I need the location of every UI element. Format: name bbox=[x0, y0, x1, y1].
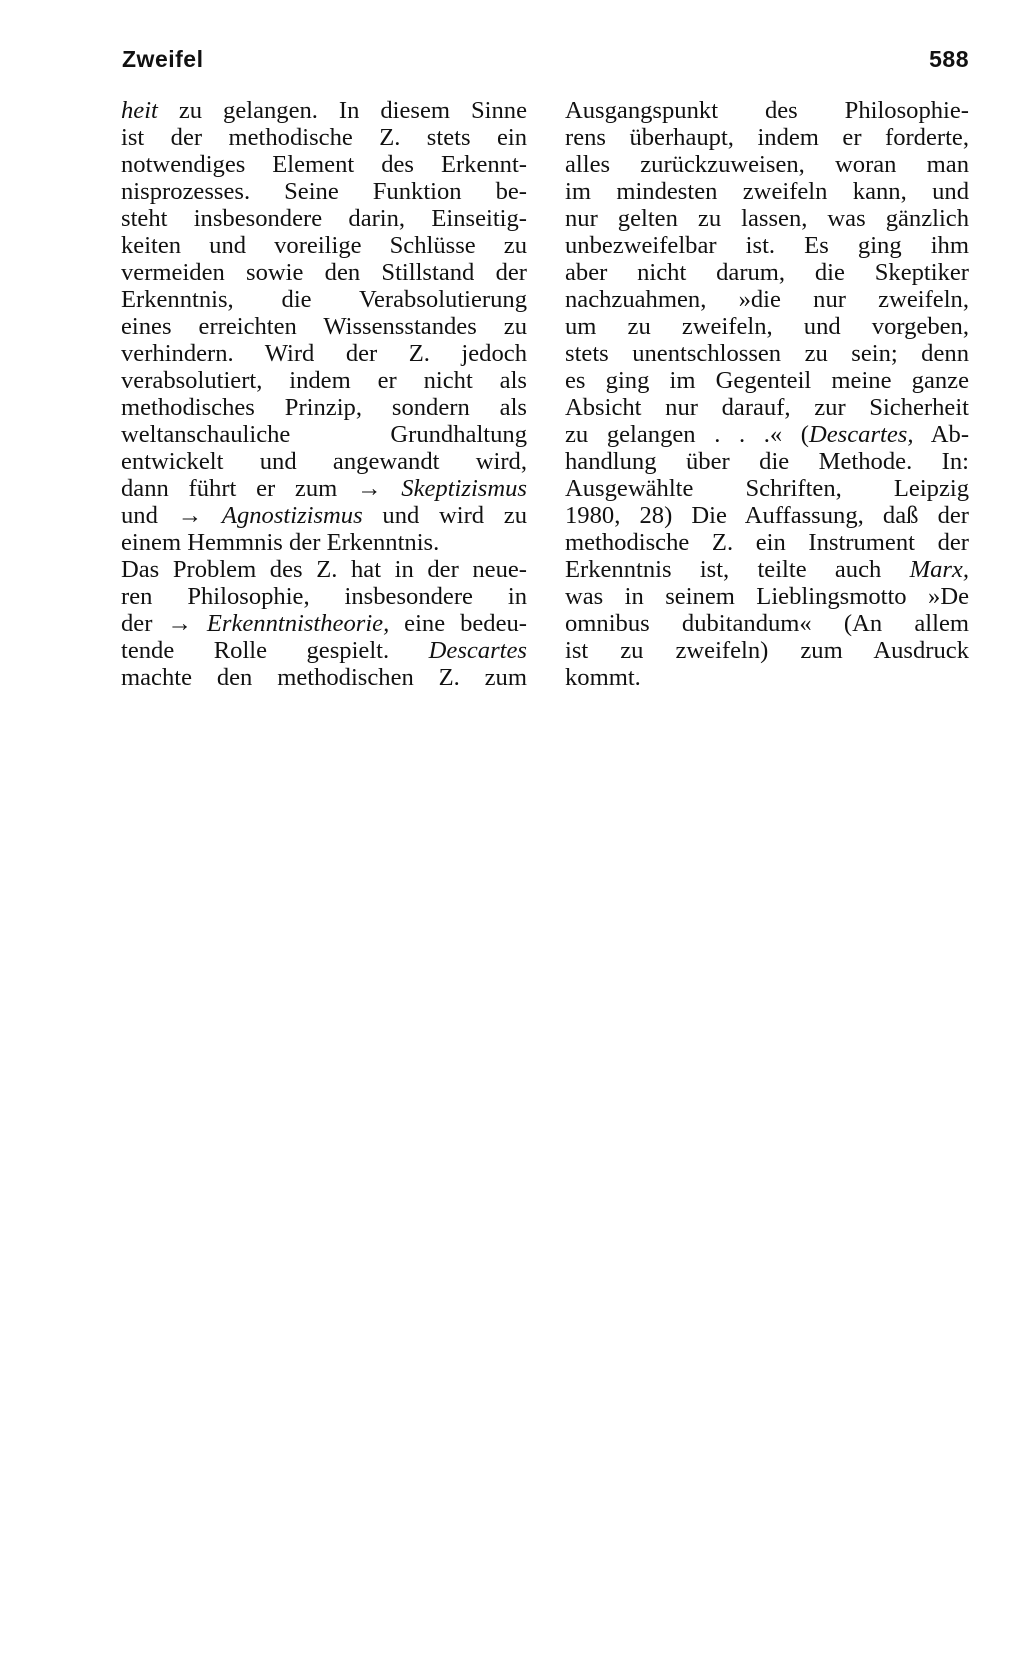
left-column bbox=[121, 97, 527, 691]
text-line: handlung über die Methode. In: bbox=[565, 448, 969, 475]
cross-reference-agnostizismus[interactable]: Agnostizismus bbox=[221, 502, 363, 529]
cross-reference-arrow-icon: → bbox=[167, 610, 192, 637]
italic-name: Marx, bbox=[909, 556, 969, 583]
text-line: vermeiden sowie den Stillstand der bbox=[121, 259, 527, 286]
text-line: omnibus dubitandum« (An allem bbox=[565, 610, 969, 637]
text-line: nachzuahmen, »die nur zweifeln, bbox=[565, 286, 969, 313]
cross-reference-skeptizismus[interactable]: Skeptizismus bbox=[401, 475, 527, 502]
text-line: rens überhaupt, indem er forderte, bbox=[565, 124, 969, 151]
text-line: der → Erkenntnistheorie, eine bedeu- bbox=[121, 610, 527, 637]
text-line: nisprozesses. Seine Funktion be- bbox=[121, 178, 527, 205]
text-line: um zu zweifeln, und vorgeben, bbox=[565, 313, 969, 340]
text-line: zu gelangen . . .« (Descartes, Ab- bbox=[565, 421, 970, 448]
page-header bbox=[122, 46, 969, 80]
text-line: Ausgewählte Schriften, Leipzig bbox=[565, 475, 969, 502]
italic-name: Descartes, bbox=[809, 421, 914, 448]
text-line: und → Agnostizismus und wird zu bbox=[121, 502, 527, 529]
text-line: steht insbesondere darin, Einseitig- bbox=[121, 205, 527, 232]
text-line: Erkenntnis ist, teilte auch Marx, bbox=[565, 556, 969, 583]
text-line: 1980, 28) Die Auffassung, daß der bbox=[565, 502, 969, 529]
text-line: ist der methodische Z. stets ein bbox=[121, 124, 527, 151]
text-line: weltanschauliche Grundhaltung bbox=[121, 421, 527, 448]
text-line: alles zurückzuweisen, woran man bbox=[565, 151, 969, 178]
text-line: im mindesten zweifeln kann, und bbox=[565, 178, 969, 205]
cross-reference-erkenntnistheorie[interactable]: Erkenntnistheorie, bbox=[206, 610, 390, 637]
text-line: es ging im Gegenteil meine ganze bbox=[565, 367, 969, 394]
text-line: eines erreichten Wissensstandes zu bbox=[121, 313, 527, 340]
text-line: ist zu zweifeln) zum Ausdruck bbox=[565, 637, 969, 664]
text-line: stets unentschlossen zu sein; denn bbox=[565, 340, 969, 367]
text-line: tende Rolle gespielt. Descartes bbox=[121, 637, 527, 664]
right-column bbox=[565, 97, 969, 691]
text-line: Ausgangspunkt des Philosophie- bbox=[565, 97, 969, 124]
text-line: einem Hemmnis der Erkenntnis. bbox=[121, 529, 440, 556]
text-line: Absicht nur darauf, zur Sicherheit bbox=[565, 394, 969, 421]
text-line: methodische Z. ein Instrument der bbox=[565, 529, 969, 556]
text-line: keiten und voreilige Schlüsse zu bbox=[121, 232, 527, 259]
text-line: ren Philosophie, insbesondere in bbox=[121, 583, 527, 610]
page-number: 588 bbox=[929, 46, 969, 72]
text-line: methodisches Prinzip, sondern als bbox=[121, 394, 527, 421]
text-line: machte den methodischen Z. zum bbox=[121, 664, 527, 691]
text-line: unbezweifelbar ist. Es ging ihm bbox=[565, 232, 969, 259]
cross-reference-arrow-icon: → bbox=[356, 475, 382, 502]
text-line: notwendiges Element des Erkennt- bbox=[121, 151, 527, 178]
running-head: Zweifel bbox=[122, 46, 204, 72]
text-line: kommt. bbox=[565, 664, 641, 691]
text-line: verabsolutiert, indem er nicht als bbox=[121, 367, 527, 394]
italic-term: heit bbox=[121, 97, 158, 124]
text-line: Erkenntnis, die Verabsolutierung bbox=[121, 286, 527, 313]
text-line: entwickelt und angewandt wird, bbox=[121, 448, 527, 475]
text-line: dann führt er zum → Skeptizismus bbox=[121, 475, 527, 502]
text-line: Das Problem des Z. hat in der neue- bbox=[121, 556, 527, 583]
text-line: verhindern. Wird der Z. jedoch bbox=[121, 340, 527, 367]
text-line: was in seinem Lieblingsmotto »De bbox=[565, 583, 969, 610]
text-line: heit zu gelangen. In diesem Sinne bbox=[121, 97, 527, 124]
text-line: nur gelten zu lassen, was gänzlich bbox=[565, 205, 969, 232]
italic-name: Descartes bbox=[428, 637, 527, 664]
text-line: aber nicht darum, die Skeptiker bbox=[565, 259, 969, 286]
cross-reference-arrow-icon: → bbox=[177, 502, 203, 529]
